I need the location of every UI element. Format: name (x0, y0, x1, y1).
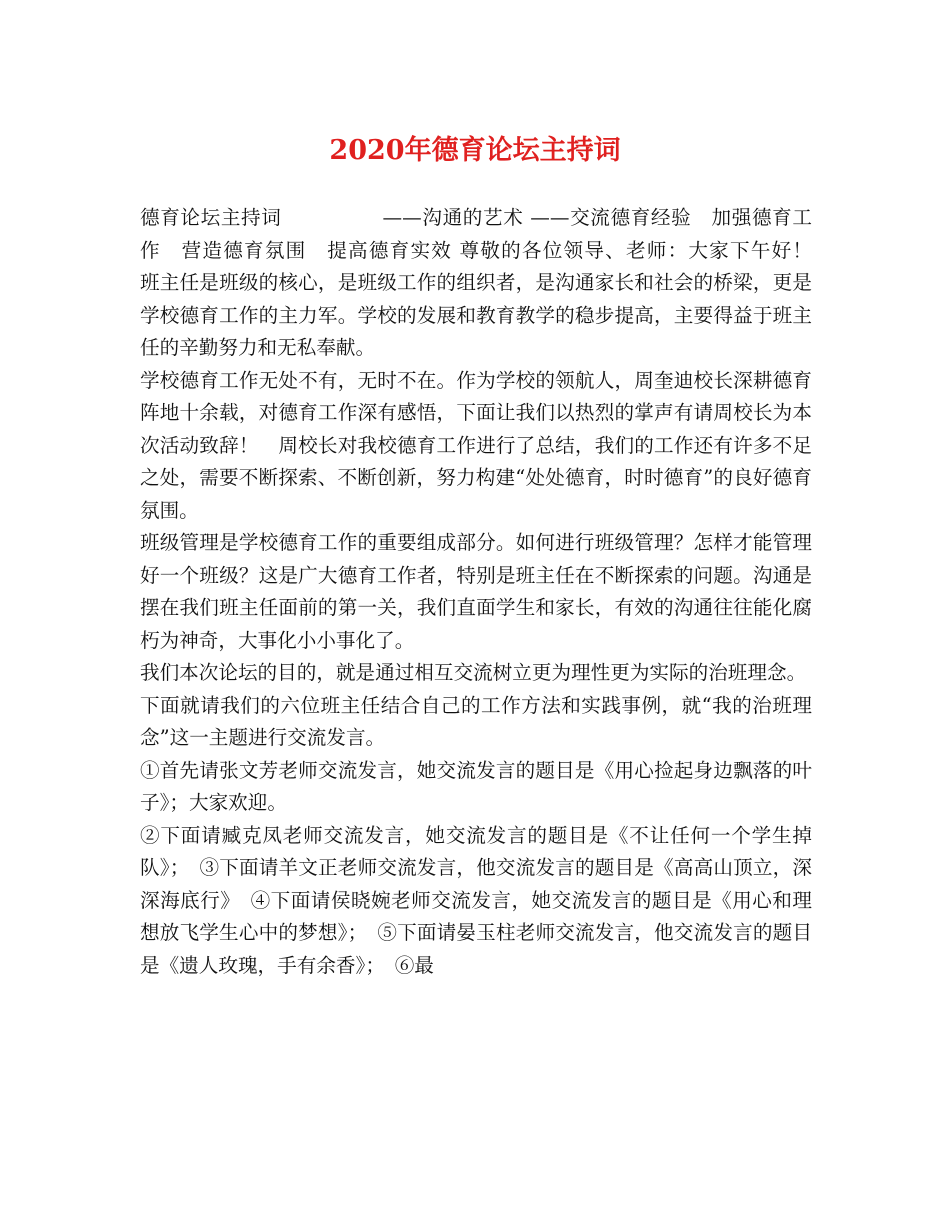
document-body (140, 202, 832, 982)
paragraph: 下面就请我们的六位班主任结合自己的工作方法和实践事例，就“我的治班理念”这一主题进行交流发言。 (140, 693, 812, 749)
paragraph: 班级管理是学校德育工作的重要组成部分。如何进行班级管理？怎样才能管理好一个班级？这是广大德育工作者，特别是班主任在不断探索的问题。沟通是摆在我们班主任面前的第一关，我们直面学生和家长，有效的沟通往往能化腐朽为神奇，大事化小小事化了。 (140, 531, 812, 652)
paragraph: 我们本次论坛的目的，就是通过相互交流树立更为理性更为实际的治班理念。 (140, 661, 807, 684)
paragraph: 德育论坛主持词 ——沟通的艺术 ——交流德育经验 加强德育工作 营造德育氛围 提高德育实效 尊敬的各位领导、老师：大家下午好！ 班主任是班级的核心，是班级工作的组织者，是沟通家长和社会的桥梁，更是学校德育工作的主力军。学校的发展和教育教学的稳步提高，主要得益于班主任的辛勤努力和无私奉献。 (140, 206, 832, 359)
document-title: 2020年德育论坛主持词 (329, 135, 621, 166)
paragraph: ②下面请臧克凤老师交流发言，她交流发言的题目是《不让任何一个学生掉队》； ③下面请羊文正老师交流发言，他交流发言的题目是《高高山顶立，深深海底行》 ④下面请侯晓婉老师交流发言，她交流发言的题目是《用心和理想放飞学生心中的梦想》； ⑤下面请晏玉柱老师交流发言，他交流发言的题目是《遗人玫瑰，手有余香》； ⑥最 (140, 823, 812, 977)
paragraph: 学校德育工作无处不有，无时不在。作为学校的领航人，周奎迪校长深耕德育阵地十余载，对德育工作深有感悟，下面让我们以热烈的掌声有请周校长为本次活动致辞！ 周校长对我校德育工作进行了总结，我们的工作还有许多不足之处，需要不断探索、不断创新，努力构建“处处德育，时时德育”的良好德育氛围。 (140, 368, 812, 522)
paragraph: ①首先请张文芳老师交流发言，她交流发言的题目是《用心捡起身边飘落的叶子》；大家欢迎。 (140, 758, 812, 814)
